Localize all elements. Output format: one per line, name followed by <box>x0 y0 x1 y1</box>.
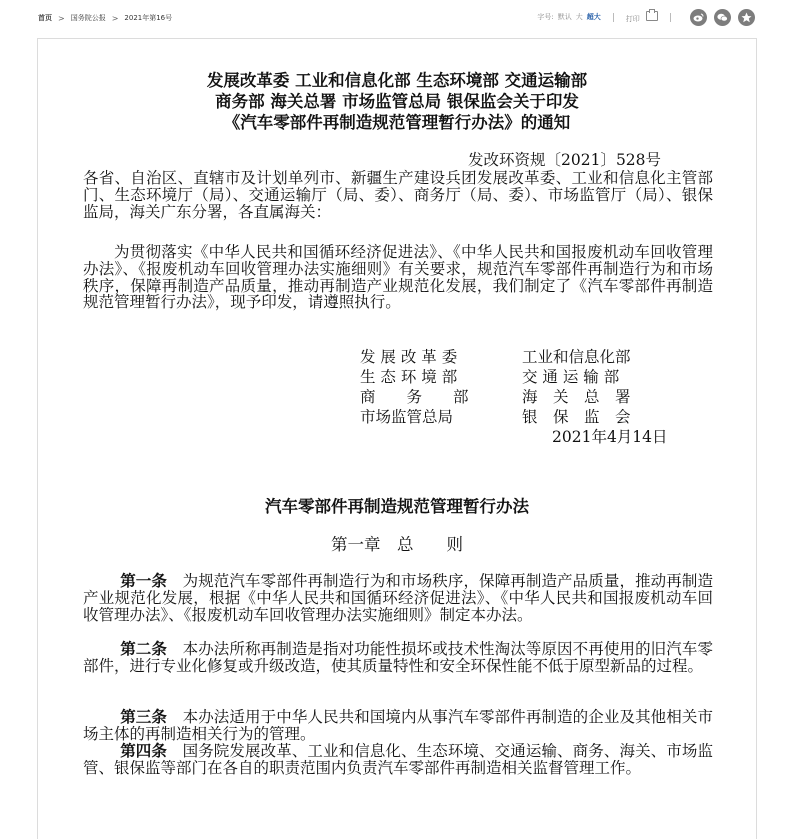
body-paragraph: 为贯彻落实《中华人民共和国循环经济促进法》、《中华人民共和国报废机动车回收管理办法》、《报废机动车回收管理办法实施细则》有关要求，规范汽车零部件再制造行为和市场秩序，保障再制造产品质量，推动再制造产业规范化发展，我们制定了《汽车零部件再制造规范管理暂行办法》，现予印发，请遵照执行。 <box>83 243 713 312</box>
document-number: 发改环资规〔2021〕528号 <box>468 151 662 169</box>
article-clause <box>83 572 713 624</box>
qzone-icon[interactable] <box>738 9 755 26</box>
article-frame <box>37 38 757 839</box>
signatory-right: 工业和信息化部 <box>522 348 631 366</box>
clause-text: 为规范汽车零部件再制造行为和市场秩序，保障再制造产品质量，推动再制造产业规范化发展，根据《中华人民共和国循环经济促进法》、《中华人民共和国报废机动车回收管理办法》、《报废机动车回收管理办法实施细则》制定本办法。 <box>83 572 713 624</box>
top-bar <box>0 0 793 34</box>
article-title <box>38 70 756 133</box>
print-button[interactable] <box>626 11 658 24</box>
print-icon <box>646 11 658 21</box>
weibo-icon[interactable] <box>690 9 707 26</box>
clause-label: 第四条 <box>120 741 167 760</box>
regulation-title: 汽车零部件再制造规范管理暂行办法 <box>265 497 529 516</box>
breadcrumb-separator: > <box>58 13 65 23</box>
breadcrumb-current: 2021年第16号 <box>124 14 173 22</box>
print-label: 打印 <box>625 14 640 23</box>
toolbar-divider <box>613 13 614 22</box>
breadcrumb-separator: > <box>111 13 119 23</box>
issue-date: 2021年4月14日 <box>552 428 668 446</box>
breadcrumb <box>38 13 172 23</box>
toolbar-divider <box>670 13 671 22</box>
font-size-large-button[interactable]: 大 <box>575 13 583 21</box>
breadcrumb-home-link[interactable]: 首页 <box>38 14 52 22</box>
signatory-right: 交 通 运 输 部 <box>522 368 620 386</box>
title-line: 发展改革委 工业和信息化部 生态环境部 交通运输部 <box>206 71 588 90</box>
chapter-heading: 第一章 总 则 <box>331 535 463 554</box>
signatory-left: 商 务 部 <box>360 388 469 406</box>
breadcrumb-gazette-link[interactable]: 国务院公报 <box>70 14 106 22</box>
signatory-right: 银 保 监 会 <box>522 408 631 426</box>
font-size-label: 字号: <box>537 13 554 21</box>
toolbar <box>537 7 755 27</box>
clause-text: 本办法适用于中华人民共和国境内从事汽车零部件再制造的企业及其他相关市场主体的再制造相关行为的管理。 <box>83 708 713 743</box>
signatory-left: 生 态 环 境 部 <box>360 368 458 386</box>
clause-label: 第二条 <box>120 639 167 658</box>
title-line: 《汽车零部件再制造规范管理暂行办法》的通知 <box>223 113 571 132</box>
clause-text: 本办法所称再制造是指对功能性损坏或技术性淘汰等原因不再使用的旧汽车零部件，进行专业化修复或升级改造，使其质量特性和安全环保性能不低于原型新品的过程。 <box>83 640 713 675</box>
wechat-icon[interactable] <box>714 9 731 26</box>
signatory-left: 市场监管总局 <box>360 408 454 426</box>
font-size-default-button[interactable]: 默认 <box>557 13 572 21</box>
salutation: 各省、自治区、直辖市及计划单列市、新疆生产建设兵团发展改革委、工业和信息化主管部门、生态环境厅（局）、交通运输厅（局、委）、商务厅（局、委）、市场监管厅（局）、银保监局，海关广东分署，各直属海关： <box>83 169 713 221</box>
clause-label: 第三条 <box>120 707 167 726</box>
clause-label: 第一条 <box>120 571 167 590</box>
title-line: 商务部 海关总署 市场监管总局 银保监会关于印发 <box>215 92 579 111</box>
signatory-right: 海 关 总 署 <box>522 388 631 406</box>
clause-text: 国务院发展改革、工业和信息化、生态环境、交通运输、商务、海关、市场监管、银保监等部门在各自的职责范围内负责汽车零部件再制造相关监督管理工作。 <box>83 742 713 777</box>
article-clause <box>83 640 713 675</box>
signatory-left: 发 展 改 革 委 <box>360 348 458 366</box>
font-size-xlarge-button[interactable]: 超大 <box>586 13 601 21</box>
article-clause <box>83 708 713 743</box>
article-clause <box>83 742 713 777</box>
